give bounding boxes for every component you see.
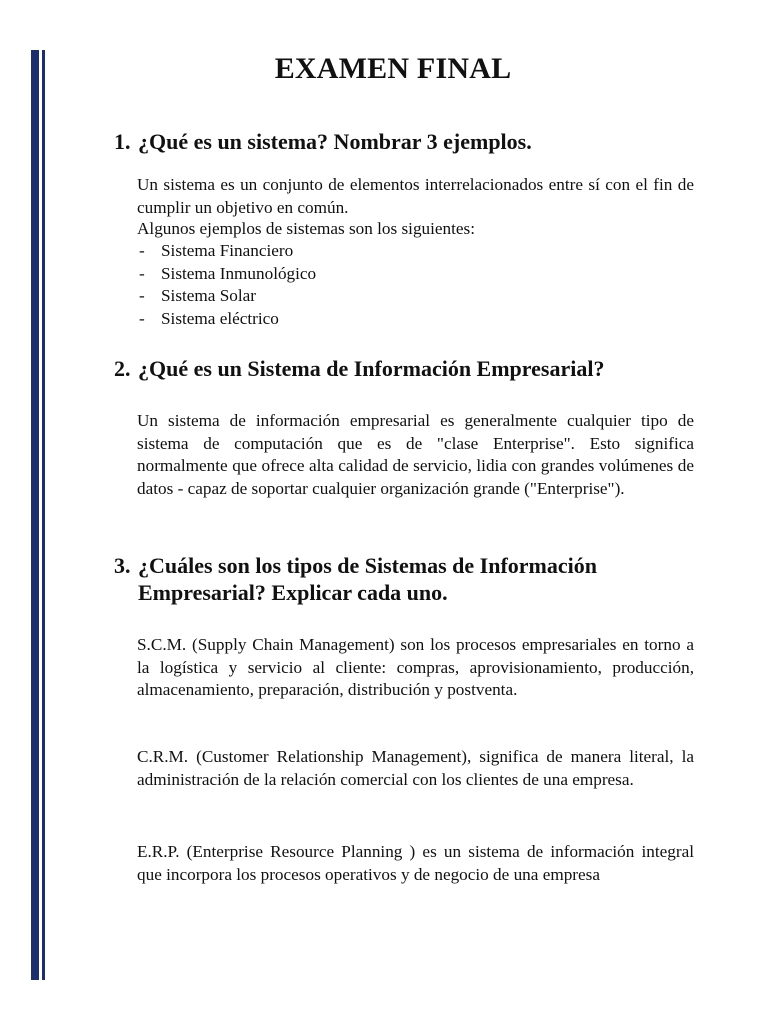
list-item xyxy=(137,240,537,263)
bullet-dash: - xyxy=(139,286,145,305)
list-item xyxy=(137,308,537,331)
question-1 xyxy=(114,128,704,155)
answer-scm: S.C.M. (Supply Chain Management) son los procesos empresariales en torno a la logística y servicio al cliente: compras, aprovisionamiento, producción, almacenamiento, preparación, distribución y postventa. xyxy=(137,635,694,699)
example-label: Sistema Inmunológico xyxy=(161,263,317,283)
question-number: 1. xyxy=(114,129,131,154)
question-text: ¿Qué es un sistema? Nombrar 3 ejemplos. xyxy=(138,129,532,154)
answer-1-intro: Un sistema es un conjunto de elementos interrelacionados entre sí con el fin de cumplir un objetivo en común. xyxy=(137,175,694,217)
question-number: 3. xyxy=(114,553,131,578)
page-border-thin xyxy=(42,50,45,980)
question-text-line-2: Empresarial? Explicar cada uno. xyxy=(138,580,448,605)
page-title: EXAMEN FINAL xyxy=(274,52,512,85)
question-text-line-1: ¿Cuáles son los tipos de Sistemas de Información xyxy=(138,553,597,578)
question-2 xyxy=(114,355,704,382)
bullet-dash: - xyxy=(139,241,145,260)
bullet-dash: - xyxy=(139,308,145,328)
example-label: Sistema eléctrico xyxy=(161,308,279,328)
answer-1-lead: Algunos ejemplos de sistemas son los siguientes: xyxy=(137,219,476,238)
answer-crm: C.R.M. (Customer Relationship Management), significa de manera literal, la administración de la relación comercial con los clientes de una empresa. xyxy=(137,747,694,789)
question-3 xyxy=(114,552,704,606)
list-item xyxy=(137,263,537,286)
list-item xyxy=(137,285,537,308)
examples-list xyxy=(137,240,537,330)
example-label: Sistema Solar xyxy=(161,286,257,305)
example-label: Sistema Financiero xyxy=(161,241,294,260)
page-border-thick xyxy=(31,50,39,980)
question-number: 2. xyxy=(114,356,131,381)
answer-erp: E.R.P. (Enterprise Resource Planning ) es un sistema de información integral que incorpora los procesos operativos y de negocio de una empresa xyxy=(137,842,694,884)
bullet-dash: - xyxy=(139,263,145,283)
answer-2: Un sistema de información empresarial es generalmente cualquier tipo de sistema de computación que es de "clase Enterprise". Esto significa normalmente que ofrece alta calidad de servicio, lidia con grandes volúmenes de datos - capaz de soportar cualquier organización grande ("Enterprise"). xyxy=(137,411,694,498)
question-text: ¿Qué es un Sistema de Información Empresarial? xyxy=(138,356,605,381)
